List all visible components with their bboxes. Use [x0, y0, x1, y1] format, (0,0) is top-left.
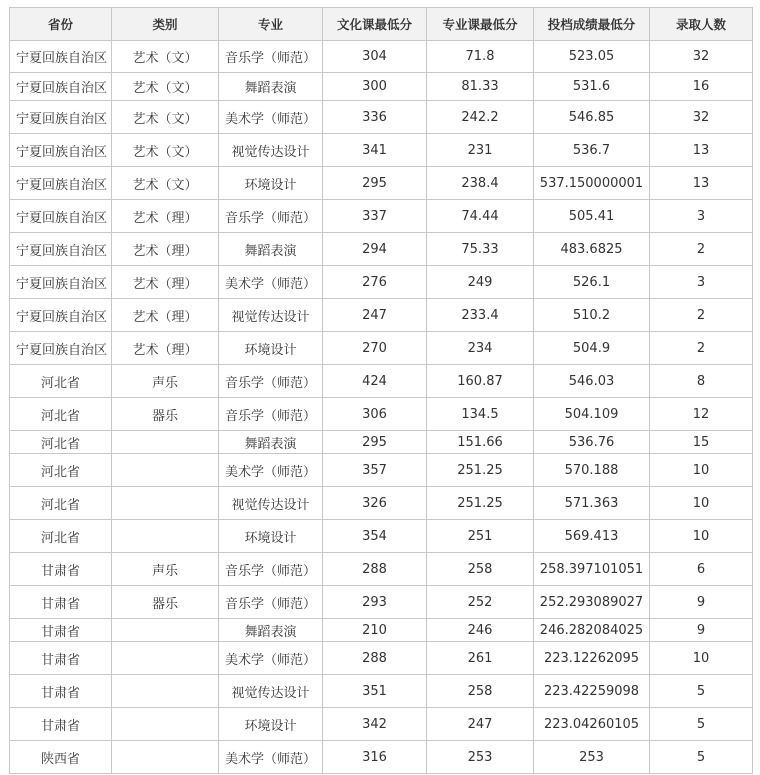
table-row: [10, 266, 753, 299]
total-score-cell: 252.293089027: [534, 586, 650, 619]
province-cell: 宁夏回族自治区: [10, 233, 112, 266]
province-cell: 河北省: [10, 365, 112, 398]
professional-score-cell: 246: [427, 619, 534, 642]
category-cell: 艺术（理）: [112, 200, 219, 233]
admitted-count-cell: 3: [650, 266, 753, 299]
major-cell: 舞蹈表演: [219, 431, 323, 454]
total-score-cell: 483.6825: [534, 233, 650, 266]
culture-score-cell: 293: [323, 586, 427, 619]
major-cell: 美术学（师范）: [219, 642, 323, 675]
table-row: [10, 741, 753, 774]
major-cell: 视觉传达设计: [219, 675, 323, 708]
culture-score-cell: 210: [323, 619, 427, 642]
admitted-count-cell: 32: [650, 41, 753, 73]
province-cell: 甘肃省: [10, 586, 112, 619]
category-cell: 艺术（文）: [112, 101, 219, 134]
province-cell: 甘肃省: [10, 619, 112, 642]
culture-score-cell: 270: [323, 332, 427, 365]
category-cell: 艺术（理）: [112, 233, 219, 266]
admitted-count-cell: 13: [650, 134, 753, 167]
total-score-cell: 504.9: [534, 332, 650, 365]
total-score-cell: 537.150000001: [534, 167, 650, 200]
province-cell: 河北省: [10, 487, 112, 520]
category-cell: 艺术（文）: [112, 73, 219, 101]
major-cell: 美术学（师范）: [219, 741, 323, 774]
professional-score-cell: 251: [427, 520, 534, 553]
culture-score-cell: 316: [323, 741, 427, 774]
major-cell: 视觉传达设计: [219, 134, 323, 167]
culture-score-cell: 351: [323, 675, 427, 708]
total-score-cell: 253: [534, 741, 650, 774]
culture-score-cell: 276: [323, 266, 427, 299]
major-cell: 美术学（师范）: [219, 454, 323, 487]
province-cell: 宁夏回族自治区: [10, 332, 112, 365]
culture-score-cell: 306: [323, 398, 427, 431]
category-cell: 艺术（文）: [112, 167, 219, 200]
table-row: [10, 167, 753, 200]
header-province: 省份: [10, 8, 112, 41]
total-score-cell: 223.42259098: [534, 675, 650, 708]
category-cell: [112, 675, 219, 708]
admitted-count-cell: 13: [650, 167, 753, 200]
province-cell: 宁夏回族自治区: [10, 167, 112, 200]
culture-score-cell: 247: [323, 299, 427, 332]
culture-score-cell: 341: [323, 134, 427, 167]
table-body: [10, 41, 753, 774]
table-row: [10, 586, 753, 619]
province-cell: 河北省: [10, 398, 112, 431]
province-cell: 河北省: [10, 454, 112, 487]
total-score-cell: 536.76: [534, 431, 650, 454]
header-admitted: 录取人数: [650, 8, 753, 41]
professional-score-cell: 71.8: [427, 41, 534, 73]
major-cell: 视觉传达设计: [219, 487, 323, 520]
table-row: [10, 487, 753, 520]
category-cell: 器乐: [112, 398, 219, 431]
province-cell: 宁夏回族自治区: [10, 266, 112, 299]
culture-score-cell: 342: [323, 708, 427, 741]
professional-score-cell: 231: [427, 134, 534, 167]
major-cell: 音乐学（师范）: [219, 200, 323, 233]
admitted-count-cell: 3: [650, 200, 753, 233]
admitted-count-cell: 16: [650, 73, 753, 101]
table-row: [10, 73, 753, 101]
professional-score-cell: 134.5: [427, 398, 534, 431]
table-row: [10, 708, 753, 741]
culture-score-cell: 300: [323, 73, 427, 101]
culture-score-cell: 337: [323, 200, 427, 233]
province-cell: 甘肃省: [10, 642, 112, 675]
category-cell: [112, 642, 219, 675]
province-cell: 宁夏回族自治区: [10, 41, 112, 73]
category-cell: 声乐: [112, 553, 219, 586]
table-row: [10, 233, 753, 266]
admitted-count-cell: 5: [650, 675, 753, 708]
major-cell: 环境设计: [219, 708, 323, 741]
header-major: 专业: [219, 8, 323, 41]
province-cell: 河北省: [10, 520, 112, 553]
table-row: [10, 520, 753, 553]
major-cell: 舞蹈表演: [219, 73, 323, 101]
category-cell: [112, 487, 219, 520]
total-score-cell: 526.1: [534, 266, 650, 299]
total-score-cell: 510.2: [534, 299, 650, 332]
category-cell: [112, 431, 219, 454]
admitted-count-cell: 5: [650, 708, 753, 741]
professional-score-cell: 74.44: [427, 200, 534, 233]
major-cell: 舞蹈表演: [219, 619, 323, 642]
professional-score-cell: 233.4: [427, 299, 534, 332]
major-cell: 音乐学（师范）: [219, 398, 323, 431]
header-professional-min: 专业课最低分: [427, 8, 534, 41]
professional-score-cell: 151.66: [427, 431, 534, 454]
culture-score-cell: 424: [323, 365, 427, 398]
category-cell: [112, 619, 219, 642]
province-cell: 甘肃省: [10, 708, 112, 741]
table-row: [10, 619, 753, 642]
category-cell: 艺术（理）: [112, 332, 219, 365]
province-cell: 宁夏回族自治区: [10, 134, 112, 167]
major-cell: 美术学（师范）: [219, 101, 323, 134]
professional-score-cell: 249: [427, 266, 534, 299]
major-cell: 环境设计: [219, 520, 323, 553]
professional-score-cell: 258: [427, 553, 534, 586]
category-cell: 声乐: [112, 365, 219, 398]
total-score-cell: 523.05: [534, 41, 650, 73]
culture-score-cell: 295: [323, 431, 427, 454]
admitted-count-cell: 10: [650, 454, 753, 487]
total-score-cell: 571.363: [534, 487, 650, 520]
admitted-count-cell: 9: [650, 586, 753, 619]
admitted-count-cell: 10: [650, 520, 753, 553]
header-row: [10, 8, 753, 41]
table-row: [10, 41, 753, 73]
total-score-cell: 570.188: [534, 454, 650, 487]
total-score-cell: 546.85: [534, 101, 650, 134]
total-score-cell: 536.7: [534, 134, 650, 167]
admitted-count-cell: 8: [650, 365, 753, 398]
province-cell: 河北省: [10, 431, 112, 454]
major-cell: 舞蹈表演: [219, 233, 323, 266]
major-cell: 美术学（师范）: [219, 266, 323, 299]
total-score-cell: 531.6: [534, 73, 650, 101]
professional-score-cell: 238.4: [427, 167, 534, 200]
table-row: [10, 398, 753, 431]
culture-score-cell: 288: [323, 642, 427, 675]
culture-score-cell: 336: [323, 101, 427, 134]
header-culture-min: 文化课最低分: [323, 8, 427, 41]
province-cell: 宁夏回族自治区: [10, 200, 112, 233]
major-cell: 音乐学（师范）: [219, 553, 323, 586]
culture-score-cell: 326: [323, 487, 427, 520]
total-score-cell: 505.41: [534, 200, 650, 233]
culture-score-cell: 354: [323, 520, 427, 553]
professional-score-cell: 247: [427, 708, 534, 741]
province-cell: 陕西省: [10, 741, 112, 774]
table-row: [10, 101, 753, 134]
category-cell: [112, 708, 219, 741]
professional-score-cell: 234: [427, 332, 534, 365]
major-cell: 视觉传达设计: [219, 299, 323, 332]
culture-score-cell: 304: [323, 41, 427, 73]
culture-score-cell: 357: [323, 454, 427, 487]
category-cell: 艺术（理）: [112, 299, 219, 332]
table-row: [10, 365, 753, 398]
professional-score-cell: 242.2: [427, 101, 534, 134]
major-cell: 环境设计: [219, 167, 323, 200]
admitted-count-cell: 10: [650, 487, 753, 520]
total-score-cell: 546.03: [534, 365, 650, 398]
admitted-count-cell: 6: [650, 553, 753, 586]
professional-score-cell: 252: [427, 586, 534, 619]
header-total-min: 投档成绩最低分: [534, 8, 650, 41]
province-cell: 宁夏回族自治区: [10, 101, 112, 134]
admitted-count-cell: 5: [650, 741, 753, 774]
professional-score-cell: 160.87: [427, 365, 534, 398]
admitted-count-cell: 2: [650, 299, 753, 332]
total-score-cell: 223.04260105: [534, 708, 650, 741]
category-cell: [112, 741, 219, 774]
culture-score-cell: 294: [323, 233, 427, 266]
major-cell: 音乐学（师范）: [219, 365, 323, 398]
province-cell: 甘肃省: [10, 553, 112, 586]
total-score-cell: 569.413: [534, 520, 650, 553]
table-row: [10, 134, 753, 167]
admitted-count-cell: 15: [650, 431, 753, 454]
total-score-cell: 258.397101051: [534, 553, 650, 586]
professional-score-cell: 75.33: [427, 233, 534, 266]
total-score-cell: 504.109: [534, 398, 650, 431]
header-category: 类别: [112, 8, 219, 41]
table-row: [10, 642, 753, 675]
table-row: [10, 332, 753, 365]
total-score-cell: 223.12262095: [534, 642, 650, 675]
category-cell: 器乐: [112, 586, 219, 619]
major-cell: 音乐学（师范）: [219, 41, 323, 73]
province-cell: 宁夏回族自治区: [10, 73, 112, 101]
table-row: [10, 454, 753, 487]
admitted-count-cell: 32: [650, 101, 753, 134]
table-row: [10, 431, 753, 454]
table-row: [10, 553, 753, 586]
category-cell: [112, 454, 219, 487]
admitted-count-cell: 9: [650, 619, 753, 642]
professional-score-cell: 261: [427, 642, 534, 675]
admitted-count-cell: 12: [650, 398, 753, 431]
total-score-cell: 246.282084025: [534, 619, 650, 642]
category-cell: 艺术（理）: [112, 266, 219, 299]
professional-score-cell: 253: [427, 741, 534, 774]
category-cell: 艺术（文）: [112, 134, 219, 167]
admission-scores-table: [9, 7, 753, 774]
culture-score-cell: 295: [323, 167, 427, 200]
admitted-count-cell: 2: [650, 332, 753, 365]
culture-score-cell: 288: [323, 553, 427, 586]
category-cell: 艺术（文）: [112, 41, 219, 73]
professional-score-cell: 81.33: [427, 73, 534, 101]
table-row: [10, 200, 753, 233]
professional-score-cell: 251.25: [427, 454, 534, 487]
province-cell: 甘肃省: [10, 675, 112, 708]
table-row: [10, 675, 753, 708]
category-cell: [112, 520, 219, 553]
major-cell: 环境设计: [219, 332, 323, 365]
admitted-count-cell: 2: [650, 233, 753, 266]
major-cell: 音乐学（师范）: [219, 586, 323, 619]
table-row: [10, 299, 753, 332]
admitted-count-cell: 10: [650, 642, 753, 675]
professional-score-cell: 251.25: [427, 487, 534, 520]
province-cell: 宁夏回族自治区: [10, 299, 112, 332]
professional-score-cell: 258: [427, 675, 534, 708]
